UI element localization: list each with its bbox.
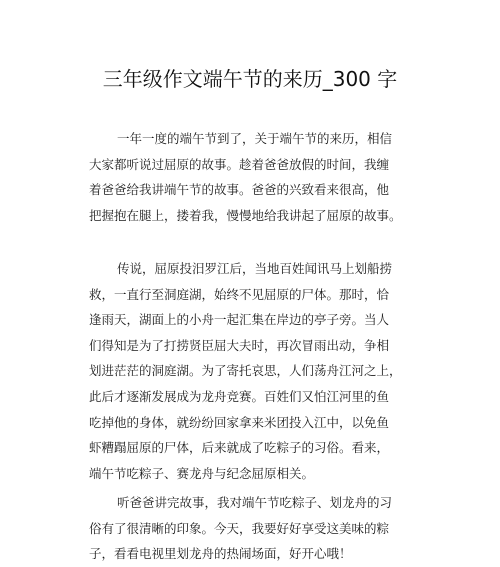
text-line: 把握抱在腿上，搂着我，慢慢地给我讲起了屈原的故事。	[89, 207, 402, 223]
text-line: 划进茫茫的洞庭湖。为了寄托哀思，人们荡舟江河之上，	[89, 363, 402, 379]
text-line: 端午节吃粽子、赛龙舟与纪念屈原相关。	[89, 465, 315, 481]
text-line: 们得知是为了打捞贤臣屈大夫时，再次冒雨出动，争相	[89, 337, 390, 353]
paragraph-1	[89, 126, 425, 228]
text-line: 逢雨天，湖面上的小舟一起汇集在岸边的亭子旁。当人	[89, 312, 390, 328]
text-line: 听爸爸讲完故事，我对端午节吃粽子、划龙舟的习	[117, 495, 393, 510]
text-line: 吃掉他的身体，就纷纷回家拿来米团投入江中，以免鱼	[89, 414, 390, 430]
text-line: 虾糟蹋屈原的尸体，后来就成了吃粽子的习俗。看来，	[89, 440, 390, 456]
paragraph-3	[89, 490, 425, 567]
text-line: 此后才逐渐发展成为龙舟竞赛。百姓们又怕江河里的鱼	[89, 388, 390, 404]
text-line: 救，一直行至洞庭湖，始终不见屈原的尸体。那时，恰	[89, 286, 390, 302]
text-line: 着爸爸给我讲端午节的故事。爸爸的兴致看来很高，他	[89, 182, 390, 198]
paragraph-2	[89, 256, 425, 486]
text-line: 大家都听说过屈原的故事。趁着爸爸放假的时间，我缠	[89, 156, 390, 172]
text-line: 传说，屈原投汨罗江后，当地百姓闻讯马上划船捞	[117, 261, 393, 276]
text-line: 俗有了很清晰的印象。今天，我要好好享受这美味的粽	[89, 520, 390, 536]
essay-title: 三年级作文端午节的来历_300 字	[102, 67, 398, 91]
text-line: 子，看看电视里划龙舟的热闹场面，好开心哦！	[89, 546, 352, 562]
text-line: 一年一度的端午节到了，关于端午节的来历，相信	[117, 131, 393, 146]
